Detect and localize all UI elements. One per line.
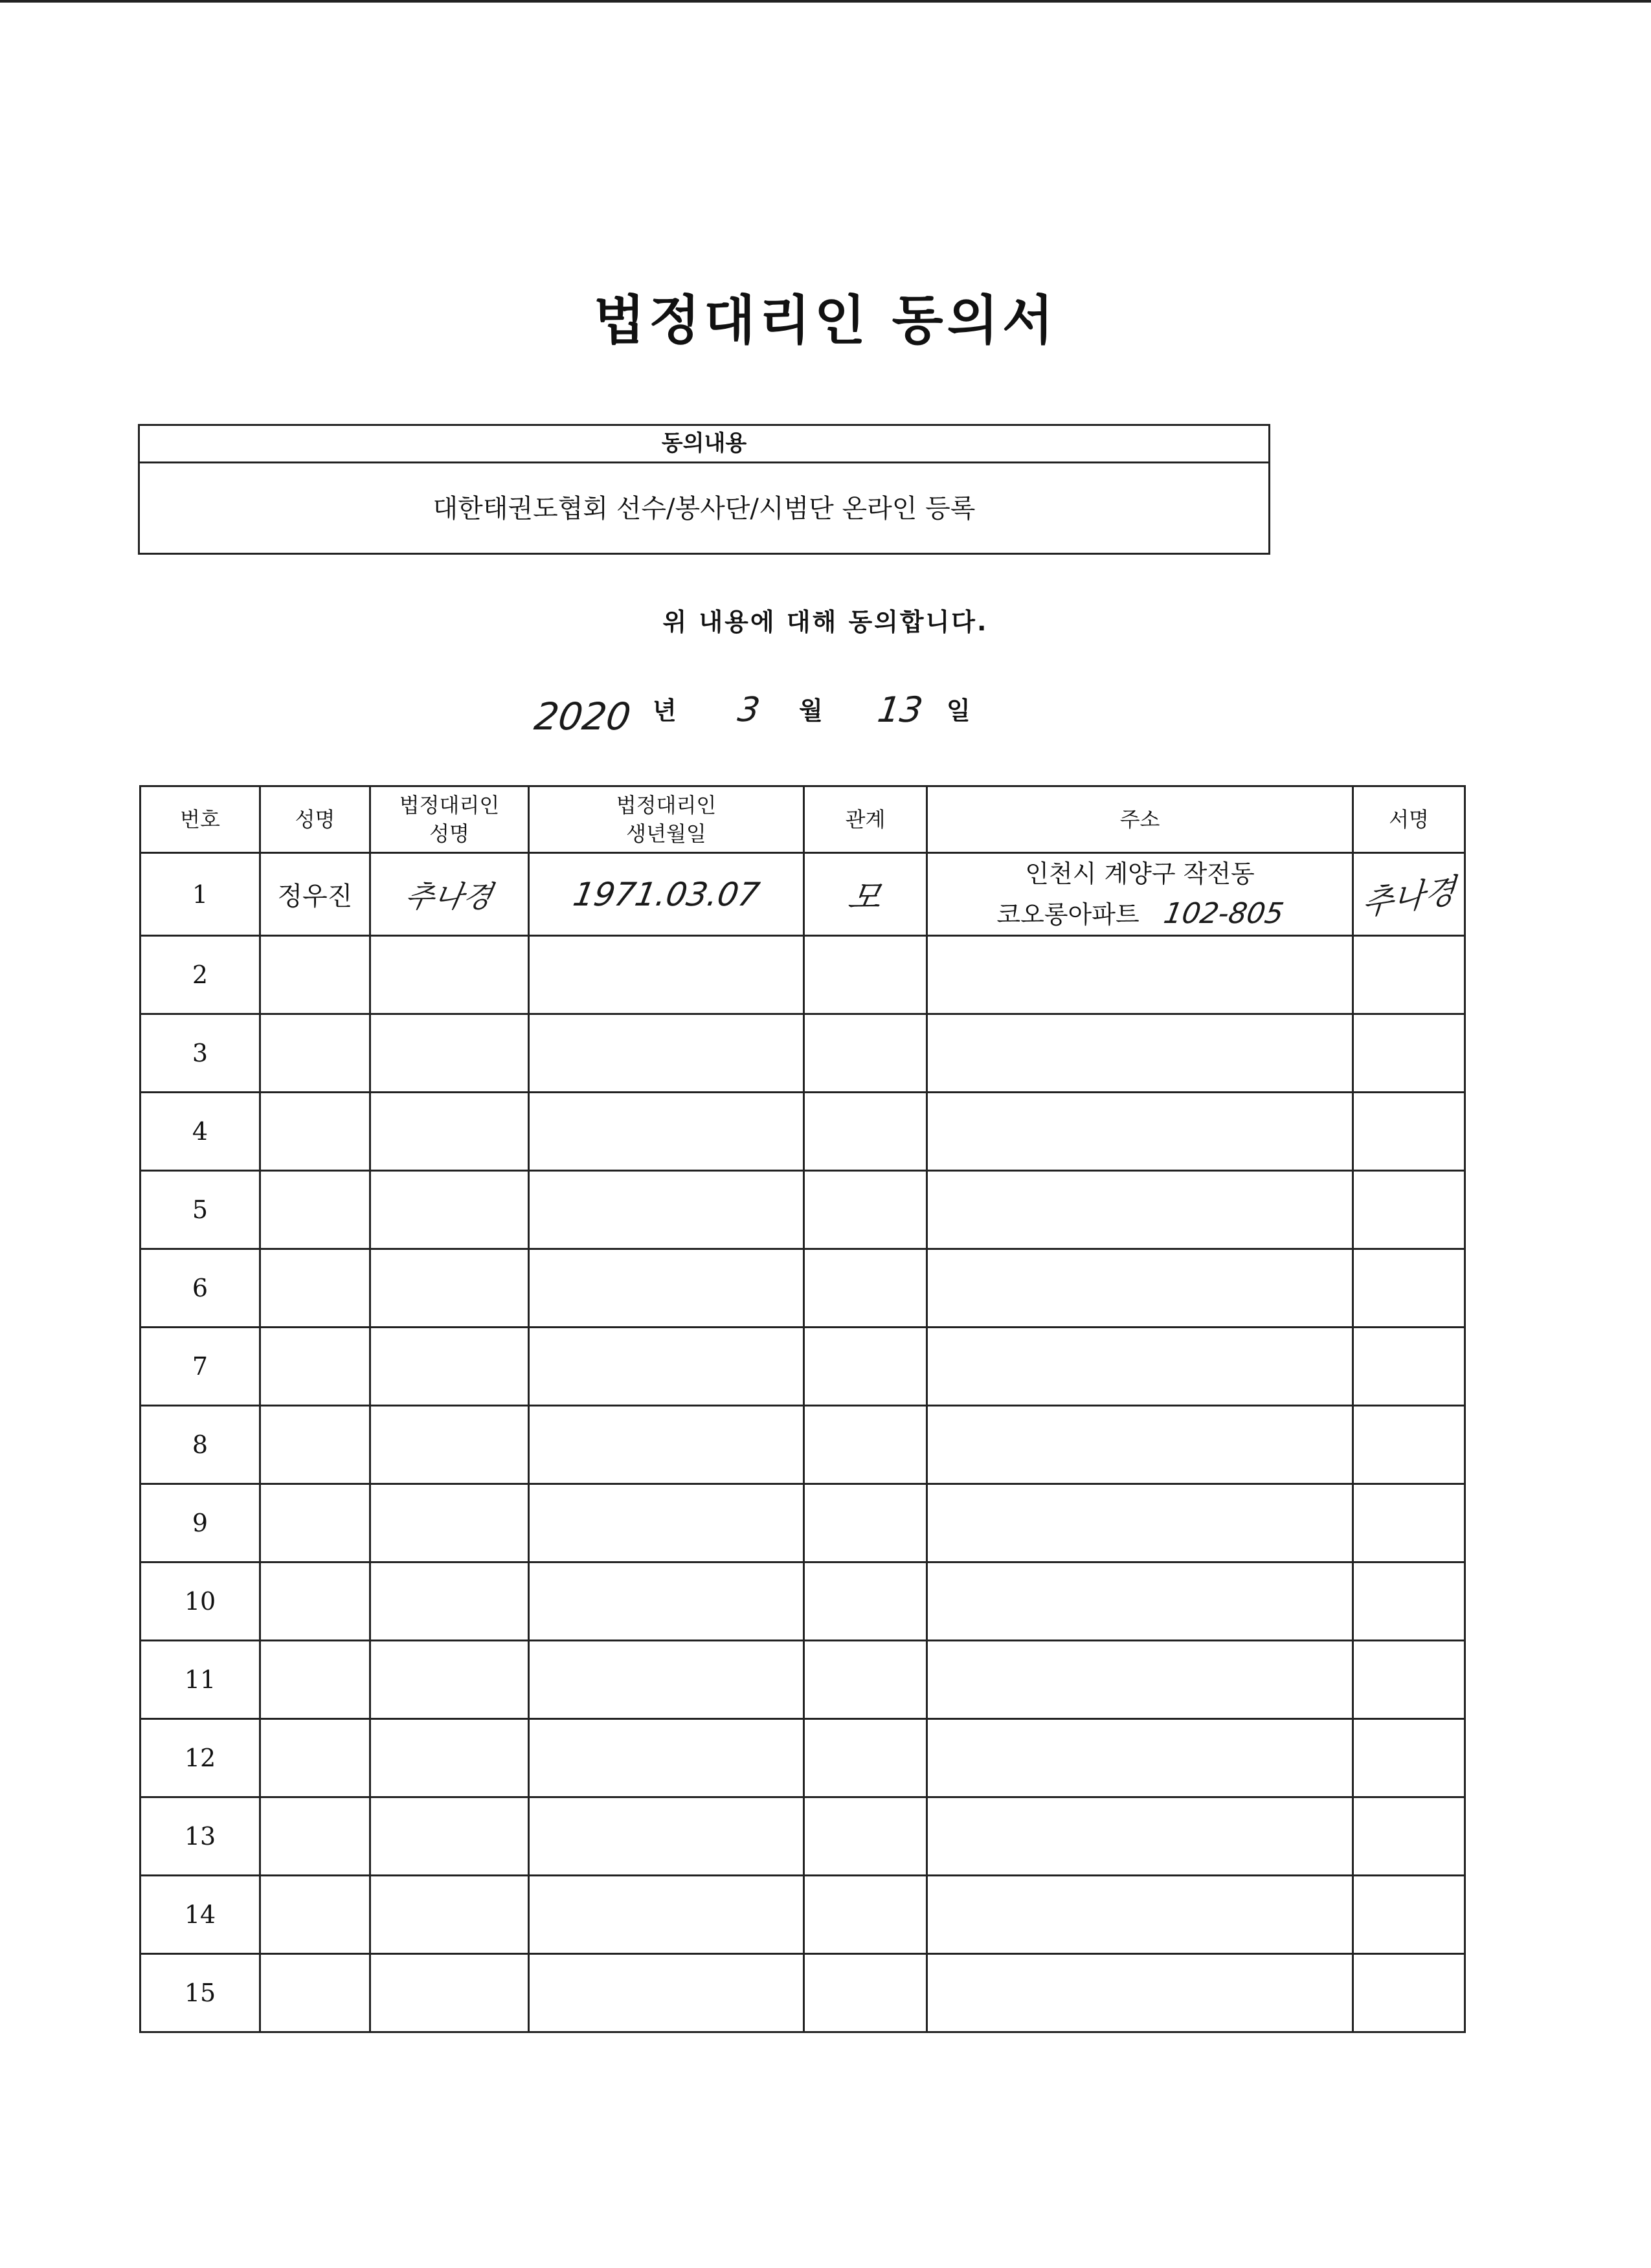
table-row [140, 1954, 1465, 2032]
table-row [140, 1093, 1465, 1171]
table-row [140, 1641, 1465, 1719]
scan-edge [0, 0, 1651, 3]
row-no: 13 [140, 1797, 260, 1876]
row-no: 2 [140, 936, 260, 1014]
table-row [140, 1171, 1465, 1249]
row-no: 11 [140, 1641, 260, 1719]
header-guardian-birth [529, 786, 804, 853]
header-relation: 관계 [804, 786, 927, 853]
date-day: 13 [875, 689, 926, 730]
row-no: 1 [140, 853, 260, 936]
row-no: 10 [140, 1562, 260, 1641]
date-year-label: 년 [653, 696, 677, 725]
table-row [140, 1484, 1465, 1562]
table-row [140, 853, 1465, 936]
row-no: 12 [140, 1719, 260, 1797]
consent-content: 대한태권도협회 선수/봉사단/시범단 온라인 등록 [432, 494, 976, 524]
table-row [140, 936, 1465, 1014]
row-no: 3 [140, 1014, 260, 1093]
row-address-building: 코오롱아파트 [996, 900, 1140, 929]
date-year: 2020 [532, 695, 634, 739]
row-guardian-name-handwritten: 추나경 [403, 878, 495, 914]
row-no: 7 [140, 1328, 260, 1406]
row-guardian-birth-handwritten: 1971.03.07 [570, 875, 763, 913]
table-row [140, 1797, 1465, 1876]
row-no: 14 [140, 1876, 260, 1954]
agreement-statement: 위 내용에 대해 동의합니다. [662, 608, 989, 636]
row-relation-handwritten: 모 [845, 878, 884, 917]
header-guardian-name [370, 786, 529, 853]
consent-heading: 동의내용 [140, 426, 1268, 463]
date-row [524, 683, 1042, 739]
table-row [140, 1328, 1465, 1406]
consent-box [138, 424, 1270, 555]
guardian-table [139, 785, 1466, 2033]
header-guardian-birth-line2: 생년월일 [626, 821, 706, 846]
table-header-row [140, 786, 1465, 853]
date-month-label: 월 [799, 696, 823, 725]
row-no: 15 [140, 1954, 260, 2032]
row-no: 9 [140, 1484, 260, 1562]
row-address-unit-handwritten: 102-805 [1161, 897, 1286, 930]
signature-handwritten: 추나경 [1360, 871, 1457, 923]
row-signature [1353, 853, 1465, 936]
document-title: 법정대리인 동의서 [593, 290, 1058, 351]
table-row [140, 1249, 1465, 1328]
table-row [140, 1406, 1465, 1484]
row-relation [804, 853, 927, 936]
row-no: 5 [140, 1171, 260, 1249]
table-row [140, 1014, 1465, 1093]
table-row [140, 1562, 1465, 1641]
row-name: 정우진 [260, 853, 370, 936]
header-no: 번호 [140, 786, 260, 853]
table-row [140, 1719, 1465, 1797]
header-address: 주소 [927, 786, 1353, 853]
row-address-line2 [928, 894, 1352, 935]
row-no: 8 [140, 1406, 260, 1484]
date-month: 3 [735, 691, 763, 729]
header-signature: 서명 [1353, 786, 1465, 853]
table-row [140, 1876, 1465, 1954]
header-guardian-name-line2: 성명 [429, 821, 469, 846]
header-guardian-birth-line1: 법정대리인 [616, 793, 717, 817]
header-name: 성명 [260, 786, 370, 853]
row-guardian-name [370, 853, 529, 936]
row-address-line1: 인천시 계양구 작전동 [1025, 860, 1255, 888]
header-guardian-name-line1: 법정대리인 [399, 793, 500, 817]
row-address [927, 853, 1353, 936]
date-day-label: 일 [947, 696, 971, 725]
row-no: 6 [140, 1249, 260, 1328]
row-guardian-birth [529, 853, 804, 936]
row-no: 4 [140, 1093, 260, 1171]
